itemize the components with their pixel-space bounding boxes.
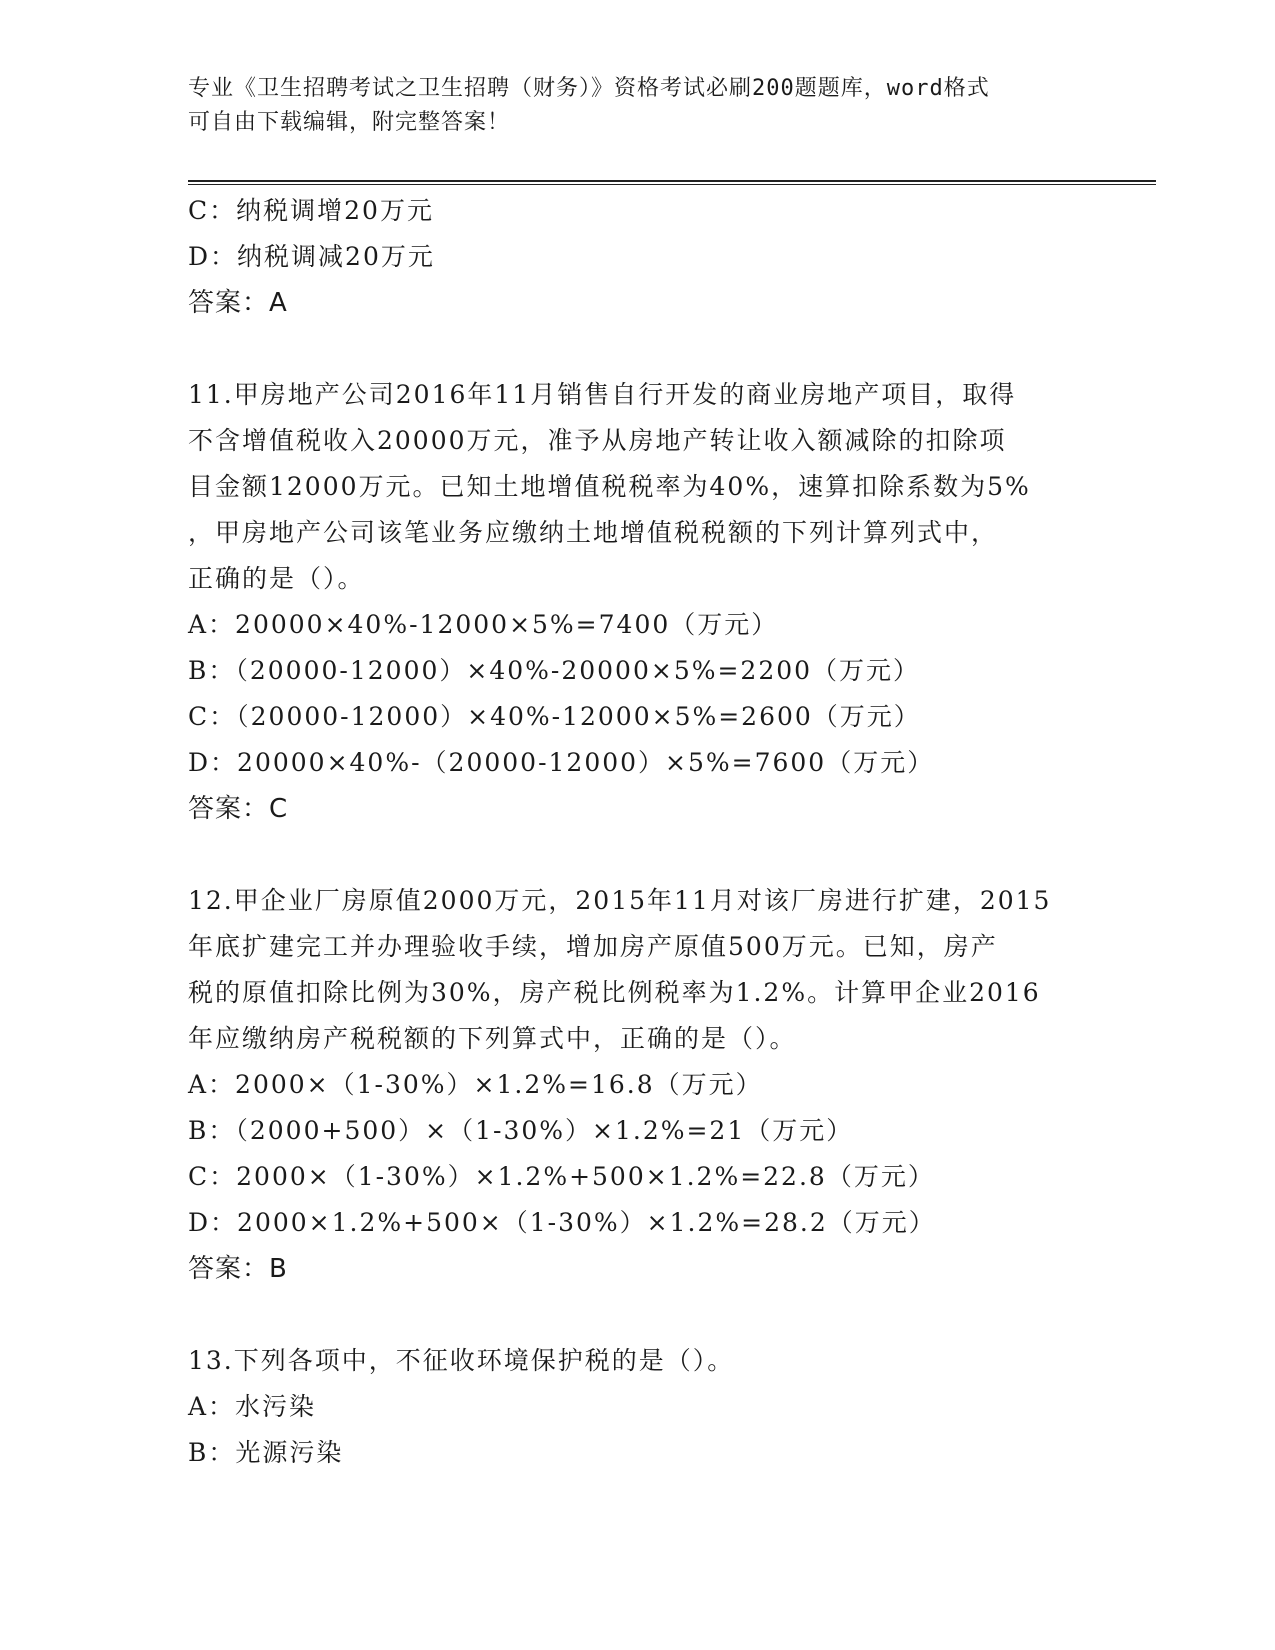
option-b: B：（20000-12000）×40%-20000×5%=2200（万元） (188, 656, 921, 685)
option-a: A：2000×（1-30%）×1.2%=16.8（万元） (188, 1070, 763, 1099)
question-content (188, 188, 1088, 1476)
answer-line: 答案：A (188, 288, 288, 318)
header-divider-thick (188, 180, 1156, 182)
question-text-line: 12.甲企业厂房原值2000万元，2015年11月对该厂房进行扩建，2015 (188, 886, 1052, 915)
question-10-tail (188, 188, 1088, 326)
option-c: C：纳税调增20万元 (188, 196, 434, 225)
header-title-line-2: 可自由下载编辑，附完整答案！ (188, 110, 511, 135)
question-text-line: 年底扩建完工并办理验收手续，增加房产原值500万元。已知，房产 (188, 932, 998, 961)
question-text-line: 不含增值税收入20000万元，准予从房地产转让收入额减除的扣除项 (188, 426, 1007, 455)
question-text-line: 11.甲房地产公司2016年11月销售自行开发的商业房地产项目，取得 (188, 380, 1017, 409)
option-a: A：水污染 (188, 1392, 317, 1421)
option-a: A：20000×40%-12000×5%=7400（万元） (188, 610, 779, 639)
question-text-line: 年应缴纳房产税税额的下列算式中，正确的是（）。 (188, 1024, 797, 1053)
question-13 (188, 1338, 1088, 1476)
option-c: C：2000×（1-30%）×1.2%+500×1.2%=22.8（万元） (188, 1162, 935, 1191)
question-text-line: 正确的是（）。 (188, 564, 365, 593)
option-b: B：（2000+500）×（1-30%）×1.2%=21（万元） (188, 1116, 854, 1145)
header-title-line-1: 专业《卫生招聘考试之卫生招聘（财务）》资格考试必刷200题题库，word格式 (188, 76, 990, 101)
option-c: C：（20000-12000）×40%-12000×5%=2600（万元） (188, 702, 921, 731)
answer-line: 答案：C (188, 794, 289, 824)
question-text-line: 税的原值扣除比例为30%，房产税比例税率为1.2%。计算甲企业2016 (188, 978, 1041, 1007)
question-text-line: ，甲房地产公司该笔业务应缴纳土地增值税税额的下列计算列式中， (188, 518, 999, 547)
header-divider-thin (188, 184, 1156, 185)
answer-line: 答案：B (188, 1254, 288, 1284)
option-d: D：纳税调减20万元 (188, 242, 435, 271)
spacer (188, 1292, 1088, 1338)
option-d: D：20000×40%-（20000-12000）×5%=7600（万元） (188, 748, 935, 777)
option-d: D：2000×1.2%+500×（1-30%）×1.2%=28.2（万元） (188, 1208, 936, 1237)
question-12 (188, 878, 1088, 1292)
question-text-line: 13.下列各项中，不征收环境保护税的是（）。 (188, 1346, 735, 1375)
document-header (188, 72, 1068, 140)
spacer (188, 326, 1088, 372)
question-text-line: 目金额12000万元。已知土地增值税税率为40%，速算扣除系数为5% (188, 472, 1031, 501)
spacer (188, 832, 1088, 878)
option-b: B：光源污染 (188, 1438, 344, 1467)
question-11 (188, 372, 1088, 832)
